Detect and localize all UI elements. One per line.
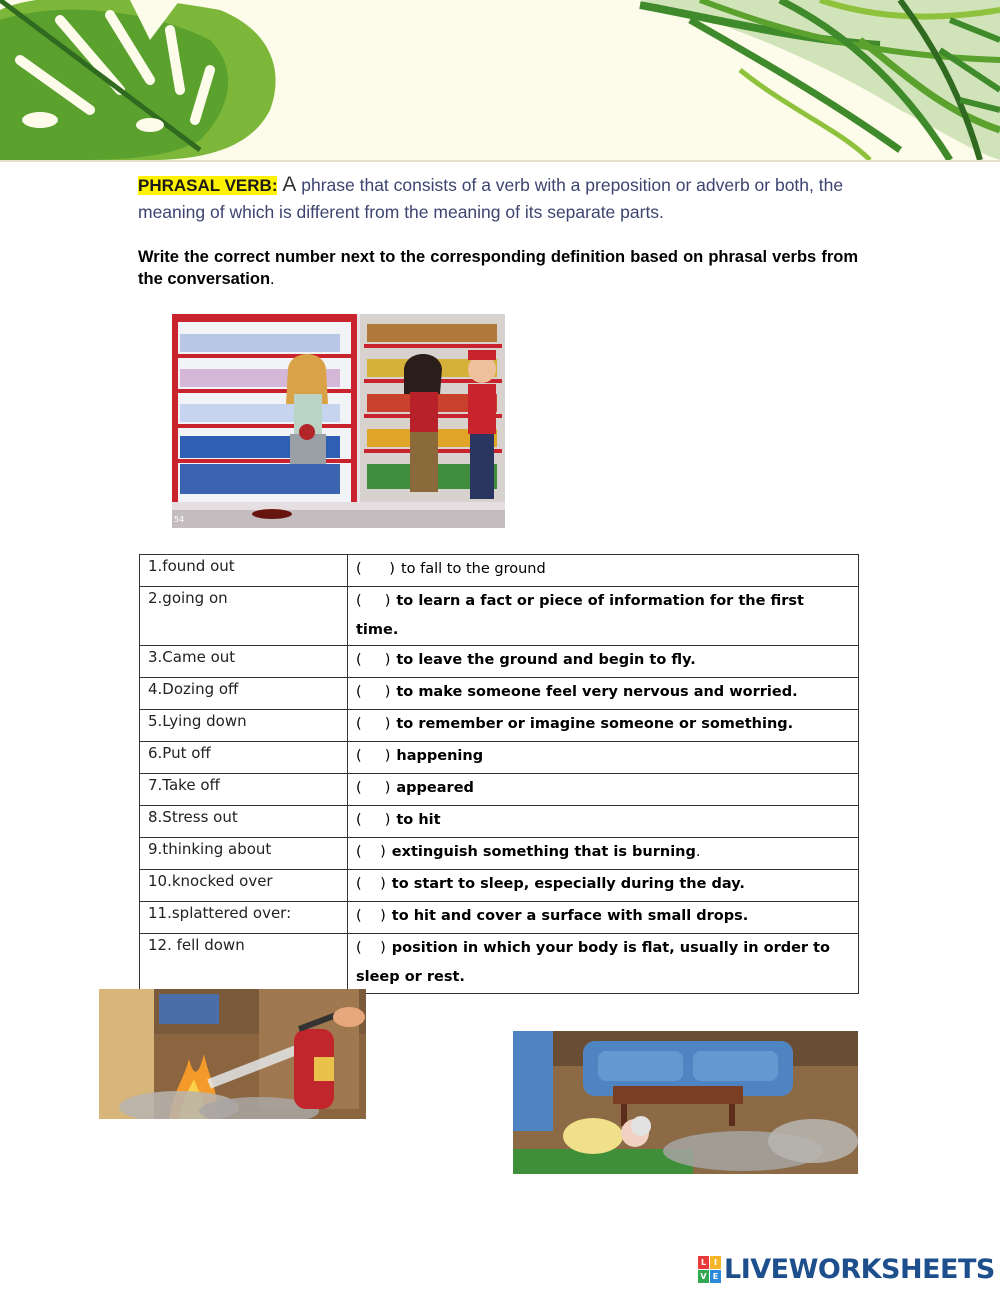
table-row [140,646,859,678]
definition-cell [348,555,859,587]
verb-cell: 8.Stress out [140,806,348,838]
table-row [140,934,859,994]
answer-blank[interactable]: ( ) [356,780,391,796]
logo-letter: L [698,1256,709,1269]
logo-mark-icon [698,1256,721,1283]
definition-text: to remember or imagine someone or something. [396,716,794,732]
living-room-scene [513,1031,858,1174]
phrasal-verb-definition [138,172,858,225]
fire-scene [99,989,366,1119]
logo-letter: E [710,1270,721,1283]
definition-text: phrase that consists of a verb with a preposition or adverb or both, the meaning of which is different from the meaning of its separate parts. [138,175,844,222]
definition-text: to start to sleep, especially during the day. [391,876,745,892]
supermarket-scene [172,314,505,528]
verb-cell: 11.splattered over: [140,902,348,934]
leaf-decoration [0,0,1000,160]
answer-blank[interactable]: ( ) [356,561,395,577]
logo-letter: I [710,1256,721,1269]
answer-blank[interactable]: ( ) [356,940,386,956]
table-row [140,838,859,870]
answer-blank[interactable]: ( ) [356,844,386,860]
answer-blank[interactable]: ( ) [356,908,386,924]
verb-cell: 1.found out [140,555,348,587]
verb-cell: 4.Dozing off [140,678,348,710]
leaf-banner [0,0,1000,160]
definition-text: appeared [396,780,474,796]
definition-text: to hit [396,812,441,828]
table-row [140,742,859,774]
verb-cell: 6.Put off [140,742,348,774]
logo-letter: V [698,1270,709,1283]
supermarket-image [172,314,505,528]
definition-cell [348,934,859,994]
definition-text: extinguish something that is burning [391,844,696,860]
instruction-main: Write the correct number next to the corresponding definition based on phrasal verbs from the conversation [138,248,858,288]
answer-blank[interactable]: ( ) [356,812,391,828]
definition-text: to learn a fact or piece of information for the first time. [356,593,804,638]
table-row [140,902,859,934]
definition-cell [348,806,859,838]
table-row [140,870,859,902]
answer-blank[interactable]: ( ) [356,748,391,764]
definition-cell [348,742,859,774]
table-row [140,710,859,742]
video-timestamp: 54 [174,515,185,524]
table-row [140,678,859,710]
logo-text: LIVEWORKSHEETS [724,1253,995,1285]
definition-cap: A [282,173,297,196]
verb-cell: 10.knocked over [140,870,348,902]
table-row [140,555,859,587]
definition-text: to leave the ground and begin to fly. [396,652,696,668]
definition-cell [348,710,859,742]
definition-cell [348,587,859,646]
definition-cell [348,646,859,678]
banner-divider [0,160,1000,162]
answer-blank[interactable]: ( ) [356,716,391,732]
instruction-end: . [270,270,275,288]
answer-blank[interactable]: ( ) [356,593,391,609]
definition-cell [348,902,859,934]
definition-text: happening [396,748,484,764]
table-row [140,806,859,838]
instruction-text [138,246,858,290]
answer-blank[interactable]: ( ) [356,684,391,700]
definition-cell [348,838,859,870]
answer-blank[interactable]: ( ) [356,876,386,892]
definition-text: position in which your body is flat, usually in order to sleep or rest. [356,940,831,985]
table-row [140,774,859,806]
verb-cell: 9.thinking about [140,838,348,870]
definition-cell [348,870,859,902]
lying-woman-image [513,1031,858,1174]
verb-cell: 12. fell down [140,934,348,994]
verb-cell: 7.Take off [140,774,348,806]
phrasal-verbs-table [139,554,859,994]
definition-text: to hit and cover a surface with small drops. [391,908,749,924]
liveworksheets-logo [698,1254,995,1284]
verb-cell: 5.Lying down [140,710,348,742]
definition-end: . [695,844,701,860]
definition-text: to fall to the ground [400,561,546,577]
verb-cell: 2.going on [140,587,348,646]
verb-cell: 3.Came out [140,646,348,678]
definition-cell [348,678,859,710]
table-row [140,587,859,646]
answer-blank[interactable]: ( ) [356,652,391,668]
definition-term: PHRASAL VERB: [138,176,278,195]
fire-extinguisher-image [99,989,366,1119]
definition-text: to make someone feel very nervous and worried. [396,684,798,700]
definition-cell [348,774,859,806]
